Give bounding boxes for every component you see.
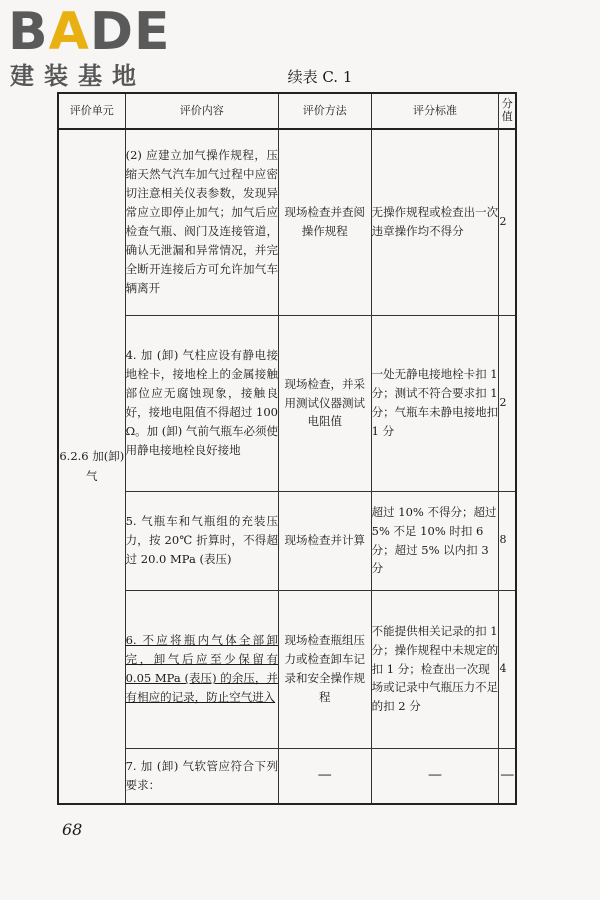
page-number: 68 xyxy=(62,820,83,839)
header-criteria: 评分标准 xyxy=(371,93,499,129)
criteria-cell: — xyxy=(371,748,499,804)
criteria-cell: 一处无静电接地栓卡扣 1 分；测试不符合要求扣 1 分；气瓶车未静电接地扣 1 分 xyxy=(371,315,499,491)
logo-wordmark xyxy=(8,4,171,60)
evaluation-unit-cell: 6.2.6 加(卸)气 xyxy=(58,129,125,804)
criteria-cell: 不能提供相关记录的扣 1 分；操作规程中未规定的扣 1 分；检查出一次现场或记录中气瓶压力不足的扣 2 分 xyxy=(371,590,499,748)
method-cell: 现场检查并查阅操作规程 xyxy=(278,129,371,315)
method-cell: 现场检查并计算 xyxy=(278,491,371,590)
score-cell: — xyxy=(499,748,516,804)
score-cell: 8 xyxy=(499,491,516,590)
method-cell: 现场检查瓶组压力或检查卸车记录和安全操作规程 xyxy=(278,590,371,748)
table-caption: 续表 C. 1 xyxy=(287,68,353,86)
table-row xyxy=(58,748,516,804)
score-cell: 2 xyxy=(499,129,516,315)
content-cell: (2) 应建立加气操作规程，压缩天然气汽车加气过程中应密切注意相关仪表参数，发现异常应立即停止加气；加气后应检查气瓶、阀门及连接管道，确认无泄漏和异常情况，并完全断开连接后方可允许加气车辆离开 xyxy=(125,129,278,315)
header-content: 评价内容 xyxy=(125,93,278,129)
logo-letter-a: A xyxy=(48,2,90,62)
table-row xyxy=(58,315,516,491)
score-cell: 4 xyxy=(499,590,516,748)
score-cell: 2 xyxy=(499,315,516,491)
method-cell: 现场检查，并采用测试仪器测试电阻值 xyxy=(278,315,371,491)
table-header-row xyxy=(58,93,516,129)
table-row xyxy=(58,491,516,590)
criteria-cell: 超过 10% 不得分；超过 5% 不足 10% 时扣 6 分；超过 5% 以内扣 3 分 xyxy=(371,491,499,590)
evaluation-table xyxy=(57,92,517,805)
content-cell: 5. 气瓶车和气瓶组的充装压力，按 20℃ 折算时，不得超过 20.0 MPa (表压) xyxy=(125,491,278,590)
table-row xyxy=(58,590,516,748)
criteria-cell: 无操作规程或检查出一次违章操作均不得分 xyxy=(371,129,499,315)
header-method: 评价方法 xyxy=(278,93,371,129)
table-row xyxy=(58,129,516,315)
content-cell: 6. 不应将瓶内气体全部卸完，卸气后应至少保留有 0.05 MPa (表压) 的余压，并有相应的记录，防止空气进入 xyxy=(125,590,278,748)
header-score: 分值 xyxy=(499,93,516,129)
logo-letters-de: DE xyxy=(89,2,171,62)
header-unit: 评价单元 xyxy=(58,93,125,129)
method-cell: — xyxy=(278,748,371,804)
content-cell: 4. 加 (卸) 气柱应设有静电接地栓卡，接地栓上的金属接触部位应无腐蚀现象，接触良好，接地电阻值不得超过 100 Ω。加 (卸) 气前气瓶车必须使用静电接地栓良好接地 xyxy=(125,315,278,491)
logo-letter-b: B xyxy=(8,2,49,62)
content-cell: 7. 加 (卸) 气软管应符合下列要求： xyxy=(125,748,278,804)
logo-subtitle: 建装基地 xyxy=(10,62,146,90)
